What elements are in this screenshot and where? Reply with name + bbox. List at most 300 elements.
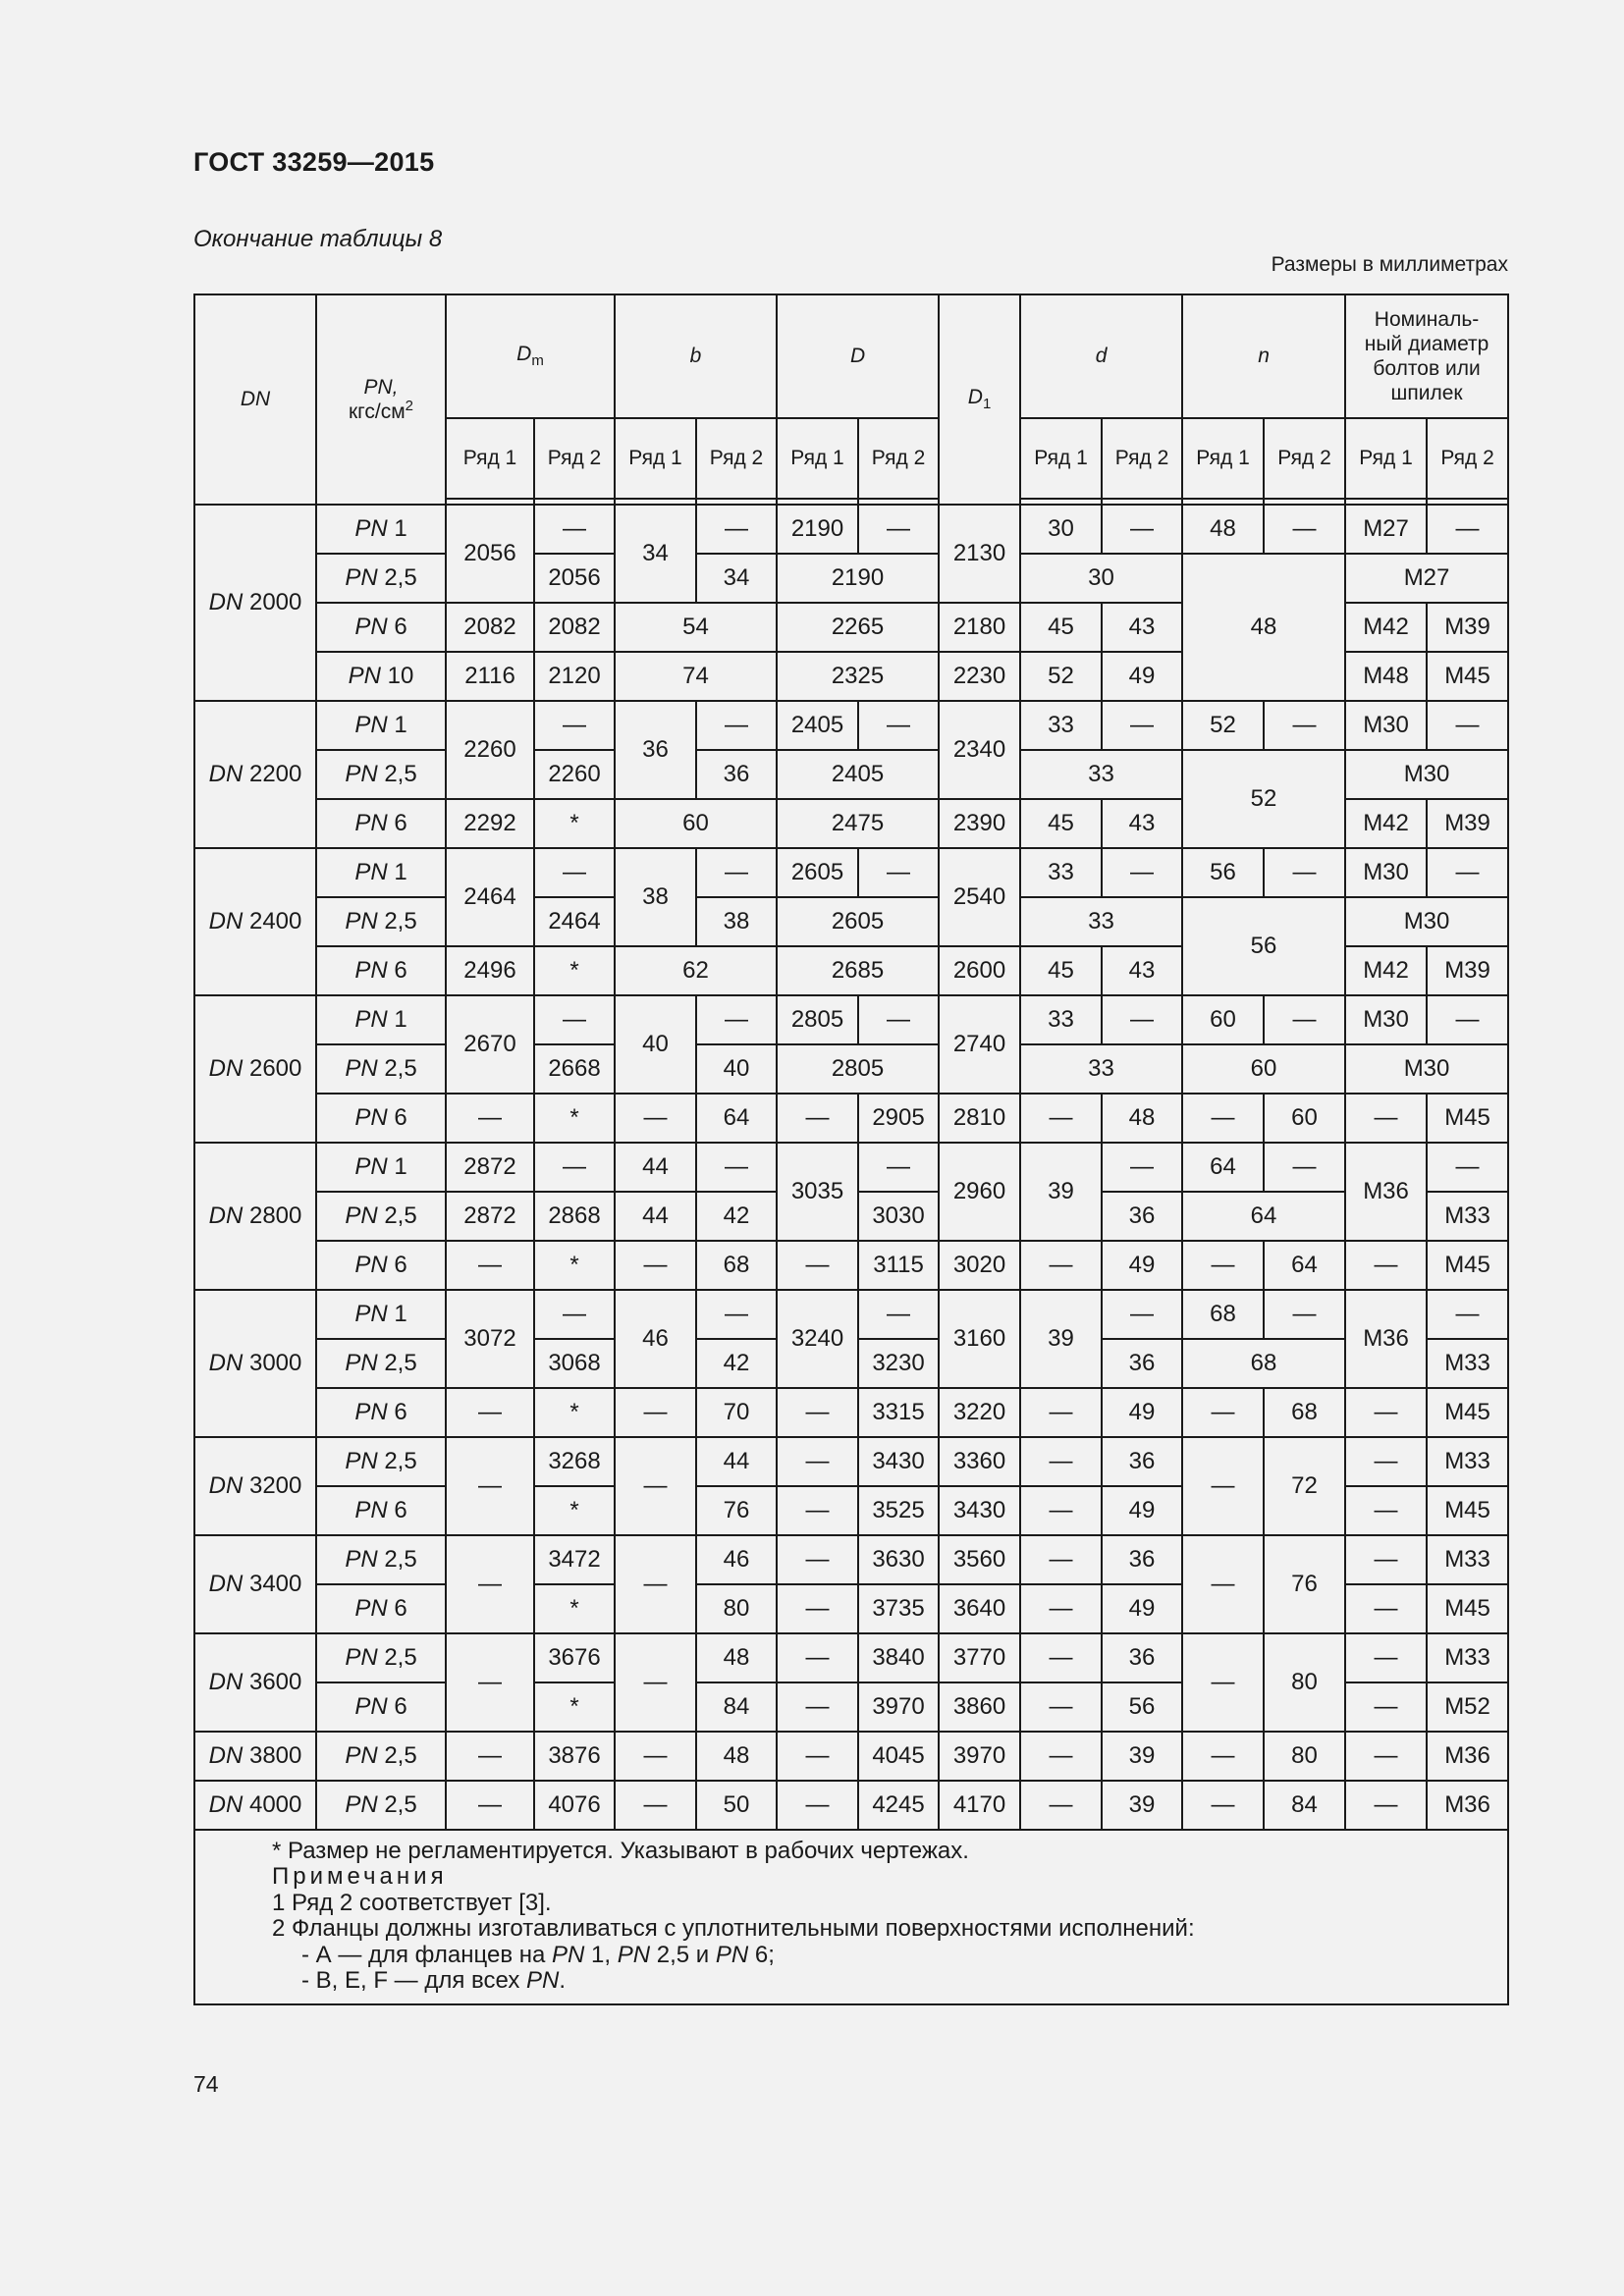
cell: M36 — [1427, 1781, 1508, 1830]
cell: 68 — [1182, 1290, 1264, 1339]
cell: — — [1345, 1486, 1427, 1535]
cell: M45 — [1427, 1388, 1508, 1437]
cell: 72 — [1264, 1437, 1345, 1535]
cell: — — [696, 701, 777, 750]
cell: — — [615, 1535, 696, 1633]
table-row — [194, 897, 1508, 946]
cell: 3268 — [534, 1437, 615, 1486]
cell: — — [1102, 848, 1182, 897]
cell: 36 — [1102, 1192, 1182, 1241]
cell: 50 — [696, 1781, 777, 1830]
cell: M45 — [1427, 1486, 1508, 1535]
cell: — — [696, 995, 777, 1044]
cell: 33 — [1020, 897, 1182, 946]
cell: 3472 — [534, 1535, 615, 1584]
cell: 3035 — [777, 1143, 858, 1241]
cell: — — [1427, 848, 1508, 897]
cell: — — [446, 1633, 534, 1732]
dn-cell: DN 3600 — [194, 1633, 316, 1732]
pn-cell: PN 6 — [316, 1094, 446, 1143]
table-row — [194, 1388, 1508, 1437]
cell: 80 — [696, 1584, 777, 1633]
cell: M30 — [1345, 995, 1427, 1044]
cell: * — [534, 799, 615, 848]
cell: 2405 — [777, 701, 858, 750]
cell: — — [1182, 1732, 1264, 1781]
cell: M52 — [1427, 1682, 1508, 1732]
cell: 68 — [1264, 1388, 1345, 1437]
cell: — — [1020, 1781, 1102, 1830]
cell: 46 — [615, 1290, 696, 1388]
header-n-row1: Ряд 1 — [1182, 418, 1264, 499]
cell: 2805 — [777, 1044, 939, 1094]
pn-cell: PN 6 — [316, 1584, 446, 1633]
header-bolt-row2: Ряд 2 — [1427, 418, 1508, 499]
header-d-row1: Ряд 1 — [1020, 418, 1102, 499]
cell: 64 — [1182, 1143, 1264, 1192]
cell: 68 — [1182, 1339, 1345, 1388]
cell: 74 — [615, 652, 777, 701]
cell: M27 — [1345, 554, 1508, 603]
cell: M33 — [1427, 1437, 1508, 1486]
cell: 33 — [1020, 848, 1102, 897]
cell: 2325 — [777, 652, 939, 701]
cell: 64 — [1182, 1192, 1345, 1241]
cell: — — [446, 1437, 534, 1535]
cell: 2390 — [939, 799, 1020, 848]
cell: 36 — [615, 701, 696, 799]
cell: — — [1020, 1633, 1102, 1682]
cell: — — [858, 1143, 939, 1192]
cell: 30 — [1020, 554, 1182, 603]
cell: 60 — [615, 799, 777, 848]
cell: — — [615, 1732, 696, 1781]
cell: 2260 — [534, 750, 615, 799]
note-2b: - B, E, F — для всех PN. — [301, 1966, 566, 1994]
cell: M30 — [1345, 848, 1427, 897]
cell: — — [1264, 848, 1345, 897]
cell: — — [1102, 1143, 1182, 1192]
cell: 2340 — [939, 701, 1020, 799]
cell: — — [1264, 995, 1345, 1044]
cell: M36 — [1345, 1143, 1427, 1241]
header-b-row2: Ряд 2 — [696, 418, 777, 499]
cell: 60 — [1264, 1094, 1345, 1143]
cell: 2605 — [777, 848, 858, 897]
cell: — — [777, 1241, 858, 1290]
dn-cell: DN 4000 — [194, 1781, 316, 1830]
cell: — — [696, 1143, 777, 1192]
cell: 84 — [696, 1682, 777, 1732]
cell: — — [777, 1781, 858, 1830]
cell: 2668 — [534, 1044, 615, 1094]
header-D-row2: Ряд 2 — [858, 418, 939, 499]
table-caption: Окончание таблицы 8 — [193, 226, 443, 252]
cell: 43 — [1102, 799, 1182, 848]
cell: M33 — [1427, 1339, 1508, 1388]
cell: — — [777, 1682, 858, 1732]
note-1: 1 Ряд 2 соответствует [3]. — [272, 1889, 552, 1916]
cell: — — [696, 505, 777, 554]
cell: — — [1182, 1633, 1264, 1732]
cell: — — [1182, 1241, 1264, 1290]
cell: 44 — [615, 1143, 696, 1192]
cell: — — [1182, 1535, 1264, 1633]
table-row — [194, 1044, 1508, 1094]
cell: 3360 — [939, 1437, 1020, 1486]
cell: — — [1020, 1437, 1102, 1486]
cell: — — [1102, 505, 1182, 554]
cell: — — [1102, 995, 1182, 1044]
pn-cell: PN 2,5 — [316, 750, 446, 799]
cell: 45 — [1020, 946, 1102, 995]
pn-cell: PN 2,5 — [316, 1633, 446, 1682]
cell: 33 — [1020, 1044, 1182, 1094]
pn-cell: PN 1 — [316, 848, 446, 897]
cell: 2670 — [446, 995, 534, 1094]
cell: — — [1345, 1633, 1427, 1682]
cell: 36 — [1102, 1633, 1182, 1682]
cell: 2605 — [777, 897, 939, 946]
cell: 3220 — [939, 1388, 1020, 1437]
cell: — — [1020, 1535, 1102, 1584]
cell: 2872 — [446, 1143, 534, 1192]
cell: 70 — [696, 1388, 777, 1437]
cell: — — [1345, 1388, 1427, 1437]
pn-cell: PN 2,5 — [316, 1732, 446, 1781]
cell: 2116 — [446, 652, 534, 701]
header-dm: $D_m$ — [446, 294, 615, 418]
header-bolt-diameter: Номиналь- ный диаметр болтов или шпилек — [1345, 294, 1508, 418]
cell: 45 — [1020, 799, 1102, 848]
cell: 3072 — [446, 1290, 534, 1388]
cell: M45 — [1427, 1241, 1508, 1290]
page-number: 74 — [193, 2071, 219, 2097]
header-bolt-row1: Ряд 1 — [1345, 418, 1427, 499]
cell: — — [1020, 1094, 1102, 1143]
cell: M33 — [1427, 1633, 1508, 1682]
table-row — [194, 1437, 1508, 1486]
cell: — — [777, 1094, 858, 1143]
cell: * — [534, 1094, 615, 1143]
cell: M30 — [1345, 750, 1508, 799]
table-row — [194, 1633, 1508, 1682]
table-row — [194, 848, 1508, 897]
cell: 43 — [1102, 946, 1182, 995]
cell: 48 — [1182, 554, 1345, 701]
cell: 2740 — [939, 995, 1020, 1094]
cell: M42 — [1345, 603, 1427, 652]
cell: 52 — [1020, 652, 1102, 701]
cell: 3560 — [939, 1535, 1020, 1584]
cell: 56 — [1102, 1682, 1182, 1732]
header-n-row2: Ряд 2 — [1264, 418, 1345, 499]
notes-heading: Примечания — [272, 1863, 448, 1891]
dn-cell: DN 2400 — [194, 848, 316, 995]
cell: 3970 — [858, 1682, 939, 1732]
pn-cell: PN 2,5 — [316, 1781, 446, 1830]
cell: 2292 — [446, 799, 534, 848]
cell: — — [534, 995, 615, 1044]
dn-cell: DN 3400 — [194, 1535, 316, 1633]
cell: 76 — [696, 1486, 777, 1535]
cell: 2868 — [534, 1192, 615, 1241]
cell: 48 — [696, 1633, 777, 1682]
header-b: b — [615, 294, 777, 418]
cell: 2180 — [939, 603, 1020, 652]
cell: — — [777, 1535, 858, 1584]
cell: — — [1020, 1732, 1102, 1781]
cell: 34 — [615, 505, 696, 603]
cell: — — [777, 1584, 858, 1633]
cell: 4076 — [534, 1781, 615, 1830]
cell: M39 — [1427, 603, 1508, 652]
pn-cell: PN 1 — [316, 1143, 446, 1192]
table-row — [194, 1535, 1508, 1584]
cell: — — [696, 848, 777, 897]
cell: 2464 — [446, 848, 534, 946]
table-row — [194, 1241, 1508, 1290]
cell: — — [1264, 505, 1345, 554]
cell: 2540 — [939, 848, 1020, 946]
cell: 42 — [696, 1339, 777, 1388]
cell: 39 — [1102, 1732, 1182, 1781]
cell: 49 — [1102, 1241, 1182, 1290]
cell: — — [534, 1143, 615, 1192]
cell: — — [1427, 995, 1508, 1044]
cell: 4170 — [939, 1781, 1020, 1830]
cell: 39 — [1020, 1290, 1102, 1388]
document-title: ГОСТ 33259—2015 — [193, 147, 435, 177]
cell: — — [1345, 1535, 1427, 1584]
cell: 2872 — [446, 1192, 534, 1241]
cell: — — [446, 1388, 534, 1437]
cell: 2056 — [534, 554, 615, 603]
cell: 40 — [615, 995, 696, 1094]
cell: 2260 — [446, 701, 534, 799]
cell: 3315 — [858, 1388, 939, 1437]
pn-cell: PN 2,5 — [316, 1339, 446, 1388]
pn-cell: PN 2,5 — [316, 1437, 446, 1486]
cell: M36 — [1427, 1732, 1508, 1781]
header-d: d — [1020, 294, 1182, 418]
dn-cell: DN 2800 — [194, 1143, 316, 1290]
cell: — — [1345, 1732, 1427, 1781]
cell: — — [1020, 1241, 1102, 1290]
pn-cell: PN 2,5 — [316, 897, 446, 946]
cell: 3770 — [939, 1633, 1020, 1682]
table-notes — [194, 1830, 1508, 2004]
cell: — — [1182, 1388, 1264, 1437]
cell: — — [615, 1388, 696, 1437]
cell: 36 — [696, 750, 777, 799]
cell: 2805 — [777, 995, 858, 1044]
pn-cell: PN 10 — [316, 652, 446, 701]
cell: — — [1020, 1584, 1102, 1633]
cell: * — [534, 1388, 615, 1437]
table-row — [194, 995, 1508, 1044]
cell: — — [446, 1781, 534, 1830]
cell: — — [858, 995, 939, 1044]
cell: M39 — [1427, 799, 1508, 848]
cell: 64 — [1264, 1241, 1345, 1290]
cell: 2230 — [939, 652, 1020, 701]
cell: * — [534, 946, 615, 995]
cell: — — [1345, 1682, 1427, 1732]
cell: 3640 — [939, 1584, 1020, 1633]
cell: 60 — [1182, 995, 1264, 1044]
cell: 3676 — [534, 1633, 615, 1682]
cell: — — [615, 1437, 696, 1535]
cell: 2685 — [777, 946, 939, 995]
cell: 2265 — [777, 603, 939, 652]
cell: — — [446, 1732, 534, 1781]
header-dm-row1: Ряд 1 — [446, 418, 534, 499]
pn-cell: PN 6 — [316, 1388, 446, 1437]
pn-cell: PN 6 — [316, 1241, 446, 1290]
header-d-row2: Ряд 2 — [1102, 418, 1182, 499]
cell: 48 — [1102, 1094, 1182, 1143]
cell: * — [534, 1682, 615, 1732]
cell: 3525 — [858, 1486, 939, 1535]
cell: M42 — [1345, 946, 1427, 995]
pn-cell: PN 2,5 — [316, 1535, 446, 1584]
cell: 56 — [1182, 848, 1264, 897]
cell: 49 — [1102, 652, 1182, 701]
cell: 38 — [696, 897, 777, 946]
note-2: 2 Фланцы должны изготавливаться с уплотнительными поверхностями исполнений: — [272, 1915, 1195, 1943]
cell: — — [858, 1290, 939, 1339]
header-dn: DN — [194, 294, 316, 505]
cell: — — [1345, 1781, 1427, 1830]
cell: — — [1102, 701, 1182, 750]
table-row — [194, 505, 1508, 554]
cell: M33 — [1427, 1192, 1508, 1241]
cell: — — [1182, 1437, 1264, 1535]
dn-cell: DN 3800 — [194, 1732, 316, 1781]
dn-cell: DN 3200 — [194, 1437, 316, 1535]
cell: 33 — [1020, 701, 1102, 750]
table-row — [194, 1094, 1508, 1143]
cell: — — [446, 1241, 534, 1290]
cell: M42 — [1345, 799, 1427, 848]
cell: — — [615, 1094, 696, 1143]
cell: 2405 — [777, 750, 939, 799]
cell: — — [615, 1241, 696, 1290]
cell: 42 — [696, 1192, 777, 1241]
cell: — — [534, 701, 615, 750]
cell: 2810 — [939, 1094, 1020, 1143]
pn-cell: PN 6 — [316, 1486, 446, 1535]
cell: 2190 — [777, 505, 858, 554]
header-dm-row2: Ряд 2 — [534, 418, 615, 499]
pn-cell: PN 6 — [316, 799, 446, 848]
cell: — — [1102, 1290, 1182, 1339]
cell: 38 — [615, 848, 696, 946]
dn-cell: DN 3000 — [194, 1290, 316, 1437]
pn-cell: PN 6 — [316, 1682, 446, 1732]
cell: 3020 — [939, 1241, 1020, 1290]
cell: — — [777, 1732, 858, 1781]
cell: 76 — [1264, 1535, 1345, 1633]
cell: 3970 — [939, 1732, 1020, 1781]
cell: — — [1182, 1094, 1264, 1143]
cell: 46 — [696, 1535, 777, 1584]
cell: — — [446, 1535, 534, 1633]
pn-cell: PN 6 — [316, 946, 446, 995]
cell: M30 — [1345, 1044, 1508, 1094]
cell: — — [777, 1437, 858, 1486]
cell: M36 — [1345, 1290, 1427, 1388]
cell: 2464 — [534, 897, 615, 946]
cell: 2905 — [858, 1094, 939, 1143]
cell: 39 — [1102, 1781, 1182, 1830]
cell: — — [1345, 1094, 1427, 1143]
header-pn: PN, кгс/$см^2$ — [316, 294, 446, 505]
cell: 49 — [1102, 1584, 1182, 1633]
cell: M48 — [1345, 652, 1427, 701]
cell: 2120 — [534, 652, 615, 701]
cell: 49 — [1102, 1388, 1182, 1437]
cell: — — [1345, 1241, 1427, 1290]
dn-cell: DN 2600 — [194, 995, 316, 1143]
cell: 3840 — [858, 1633, 939, 1682]
cell: M45 — [1427, 1584, 1508, 1633]
cell: — — [1020, 1486, 1102, 1535]
cell: 44 — [615, 1192, 696, 1241]
table-row — [194, 1732, 1508, 1781]
flange-dimensions-table — [193, 294, 1509, 2005]
header-D: D — [777, 294, 939, 418]
cell: M45 — [1427, 1094, 1508, 1143]
cell: 34 — [696, 554, 777, 603]
pn-cell: PN 6 — [316, 603, 446, 652]
header-D-row1: Ряд 1 — [777, 418, 858, 499]
units-note: Размеры в миллиметрах — [1271, 253, 1508, 276]
table-row — [194, 1143, 1508, 1192]
cell: — — [1427, 1143, 1508, 1192]
table-row — [194, 1781, 1508, 1830]
cell: — — [777, 1388, 858, 1437]
cell: M45 — [1427, 652, 1508, 701]
cell: — — [777, 1486, 858, 1535]
pn-cell: PN 1 — [316, 505, 446, 554]
cell: 40 — [696, 1044, 777, 1094]
cell: 68 — [696, 1241, 777, 1290]
cell: 3430 — [939, 1486, 1020, 1535]
cell: — — [1264, 1290, 1345, 1339]
pn-cell: PN 1 — [316, 1290, 446, 1339]
cell: 2082 — [534, 603, 615, 652]
cell: 4045 — [858, 1732, 939, 1781]
footnote: * Размер не регламентируется. Указывают в рабочих чертежах. — [272, 1838, 969, 1864]
cell: 39 — [1020, 1143, 1102, 1241]
cell: M33 — [1427, 1535, 1508, 1584]
note-2a: - А — для фланцев на PN 1, PN 2,5 и PN 6; — [301, 1941, 775, 1968]
cell: 43 — [1102, 603, 1182, 652]
cell: 2082 — [446, 603, 534, 652]
cell: 33 — [1020, 750, 1182, 799]
cell: — — [858, 848, 939, 897]
cell: 52 — [1182, 750, 1345, 848]
pn-cell: PN 2,5 — [316, 1192, 446, 1241]
cell: 3115 — [858, 1241, 939, 1290]
pn-cell: PN 1 — [316, 701, 446, 750]
cell: 48 — [1182, 505, 1264, 554]
cell: 3230 — [858, 1339, 939, 1388]
cell: 2475 — [777, 799, 939, 848]
cell: 4245 — [858, 1781, 939, 1830]
